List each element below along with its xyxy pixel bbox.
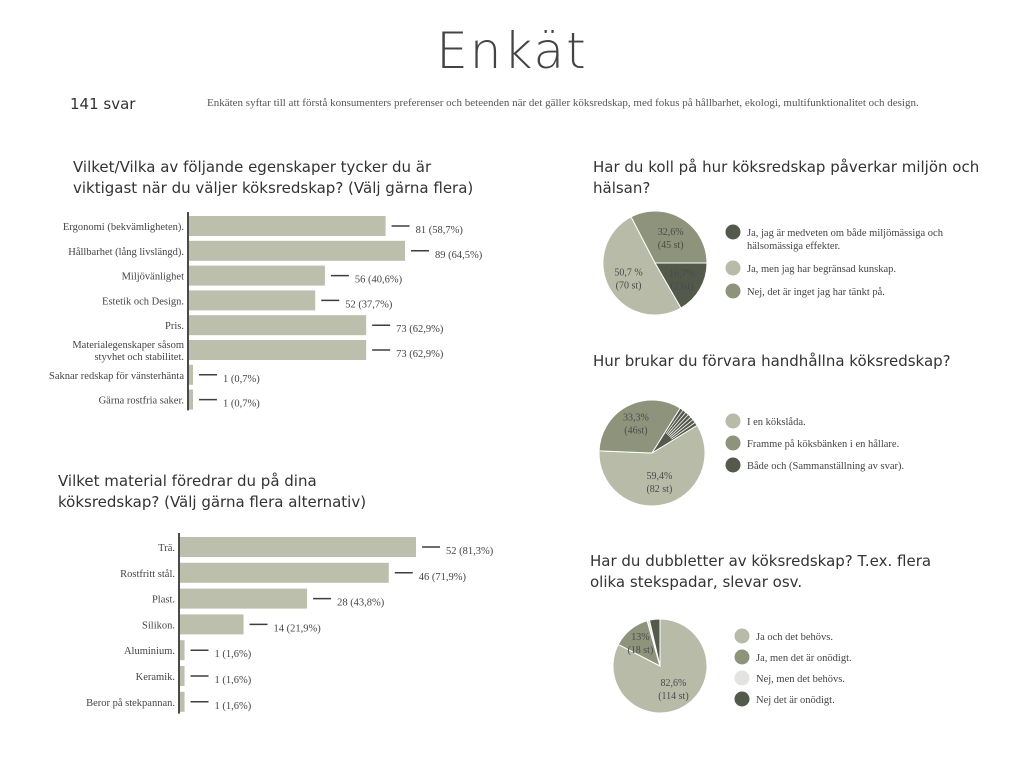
bar-data-label: 56 (40,6%) [354,274,403,286]
legend-label: hälsomässiga effekter. [747,241,841,252]
bar-data-label: 1 (0,7%) [223,373,260,385]
legend-label: Både och (Sammanställning av svar). [747,461,905,472]
pie-slice-label: 50,7 % [614,267,643,279]
bar [189,266,325,286]
bar-category-label: styvhet och stabilitet. [94,352,184,363]
bar-category-label: Aluminium. [123,646,175,658]
pie-slice-label: (82 st) [646,484,673,496]
question-5-title-line: Har du dubbletter av köksredskap? T.ex. flera [590,552,932,570]
legend-label: Framme på köksbänken i en hållare. [747,439,900,450]
legend-swatch [726,225,741,240]
bar-category-label: Saknar redskap för vänsterhänta [49,370,184,382]
bar [180,537,416,557]
pie-slice-label: (23st) [670,281,694,293]
pie-slice-label: (18 st) [627,644,654,656]
bar-category-label: Silikon. [142,620,175,632]
bar-data-label: 1 (1,6%) [214,700,252,712]
legend-swatch [726,261,741,276]
question-4-title-line: Hur brukar du förvara handhållna köksredskap? [593,352,951,370]
bar [189,390,193,410]
legend-label: Ja, men jag har begränsad kunskap. [747,264,896,275]
legend-label: Ja, jag är medveten om både miljömässiga och [747,228,943,239]
pie-slice-label: 59,4% [646,471,673,483]
pie-slice-label: 82,6% [660,678,687,690]
legend-swatch [735,692,750,707]
bar-category-label: Materialegenskaper såsom [72,340,184,351]
bar [180,614,244,634]
legend-swatch [726,458,741,473]
bar-data-label: 14 (21,9%) [273,623,321,635]
bar-category-label: Ergonomi (bekvämligheten). [62,222,184,233]
legend-swatch [735,671,750,686]
bar [180,563,389,583]
bar-data-label: 81 (58,7%) [415,225,463,236]
pie-slice-label: 16,7% [669,268,695,280]
bar [189,365,193,385]
bar-data-label: 1 (1,6%) [214,675,252,686]
legend-label: Nej, men det behövs. [756,674,845,685]
bar [189,315,366,335]
bar-category-label: Pris. [165,321,184,333]
bar [180,589,307,609]
bar-data-label: 73 (62,9%) [396,324,444,336]
bar-data-label: 46 (71,9%) [418,571,467,583]
question-3-title-line: hälsan? [593,179,651,197]
response-count: 141 svar [70,95,136,113]
bar [189,290,315,310]
pie-slice-label: 33,3% [623,412,649,424]
bar-category-label: Hållbarhet (lång livslängd). [68,246,184,258]
page-title: Enkät [436,22,588,80]
legend-swatch [735,629,750,644]
bar-category-label: Keramik. [135,672,175,683]
legend-label: Ja och det behövs. [756,632,833,643]
legend-swatch [726,284,741,299]
bar-category-label: Rostfritt stål. [120,568,175,580]
pie-slice-label: (70 st) [615,280,642,292]
pie-slice-label: (45 st) [657,240,684,252]
bar-data-label: 52 (81,3%) [446,546,494,557]
bar [180,640,185,660]
survey-intro: Enkäten syftar till att förstå konsumenters preferenser och beteenden när det gäller köksredskap, med fokus på hållbarhet, ekologi, multifunktionalitet och design. [207,97,919,109]
bar [189,340,366,360]
legend-swatch [726,436,741,451]
question-1-title-line: Vilket/Vilka av följande egenskaper tycker du är [73,158,432,176]
bar-category-label: Beror på stekpannan. [86,697,175,709]
legend-swatch [726,414,741,429]
bar-category-label: Miljövänlighet [121,271,184,283]
pie-slice-label: (114 st) [658,691,689,703]
bar-data-label: 52 (37,7%) [345,299,393,311]
pie-slice-label: 32,6% [657,227,684,239]
bar-category-label: Estetik och Design. [102,296,184,308]
bar [180,692,185,712]
bar-category-label: Gärna rostfria saker. [98,395,184,407]
pie-slice-label: (46st) [624,425,648,437]
bar [180,666,185,686]
pie-slice-label: 13% [631,631,650,643]
bar-data-label: 73 (62,9%) [396,349,444,360]
bar-data-label: 1 (0,7%) [223,398,260,410]
bar-category-label: Plast. [151,594,175,606]
bar [189,241,405,261]
bar [189,216,386,236]
bar-data-label: 28 (43,8%) [337,597,385,609]
legend-label: Nej, det är inget jag har tänkt på. [747,287,885,298]
bar-category-label: Trä. [158,543,175,554]
legend-label: Ja, men det är onödigt. [756,653,852,664]
question-2-title-line: köksredskap? (Välj gärna flera alternativ) [58,493,367,511]
legend-label: I en kökslåda. [747,417,806,428]
question-5-title-line: olika stekspadar, slevar osv. [590,573,803,591]
question-1-title-line: viktigast när du väljer köksredskap? (Välj gärna flera) [73,179,474,197]
bar-data-label: 1 (1,6%) [214,649,252,661]
bar-data-label: 89 (64,5%) [435,249,483,261]
question-3-title-line: Har du koll på hur köksredskap påverkar miljön och [593,158,980,176]
question-2-title-line: Vilket material föredrar du på dina [58,472,317,490]
legend-swatch [735,650,750,665]
legend-label: Nej det är onödigt. [756,695,835,706]
